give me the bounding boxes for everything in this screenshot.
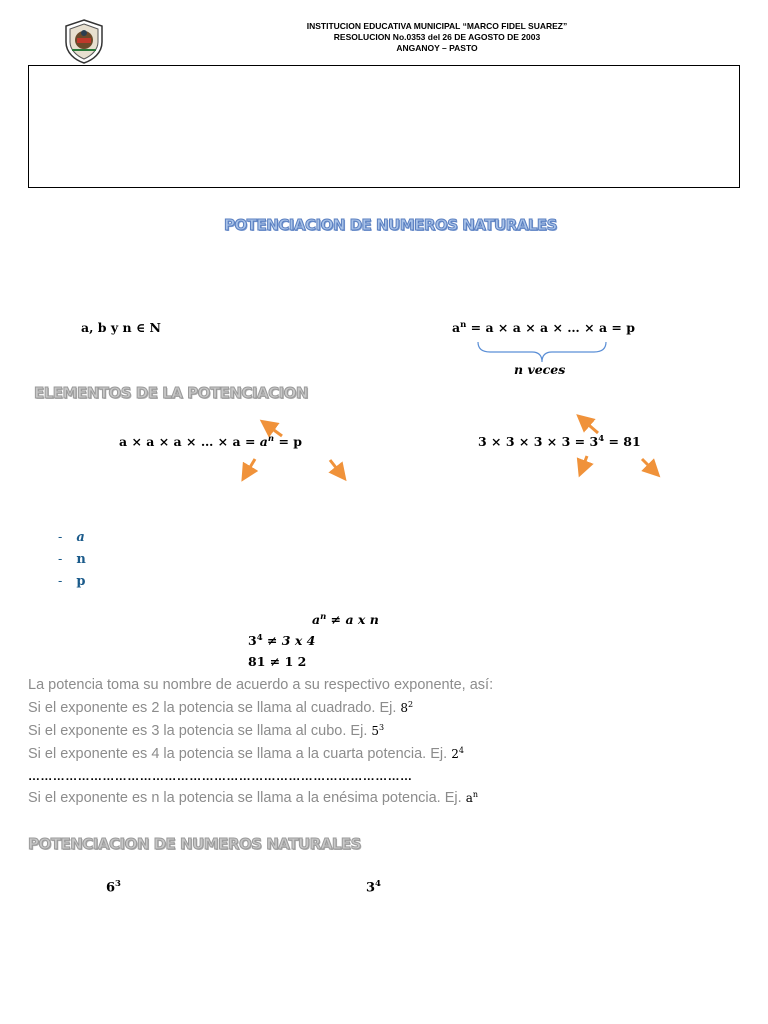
naming-cube: Si el exponente es 3 la potencia se llama al cubo. Ej. $5^3$ [28, 723, 385, 739]
definition-left: a, b y n ∈ N [81, 320, 161, 335]
header-location: ANGANOY – PASTO [396, 43, 478, 53]
inequality-result: 81 ≠ 1 2 [248, 654, 307, 669]
arrow-result-general [330, 460, 341, 474]
naming-square: Si el exponente es 2 la potencia se llama al cuadrado. Ej. $8^2$ [28, 700, 414, 716]
dotted-line: ………………………………………………………………………………… [28, 769, 413, 783]
exercise-2: $3^4$ [366, 879, 381, 896]
main-title: POTENCIACION DE NUMEROS NATURALES [224, 216, 557, 234]
list-item-power: - p [58, 573, 86, 589]
list-item-base: - a [58, 529, 85, 545]
exercise-1: $6^3$ [106, 879, 121, 896]
brace-label: n veces [514, 362, 566, 377]
list-item-exponent: - n [58, 551, 86, 567]
definition-right: $a^n = a \times a \times a$ × … × a = p [452, 320, 635, 336]
arrow-exponent-general [267, 425, 282, 436]
inequality-numeric: $3^4 \ne 3$ x 4 [248, 633, 316, 649]
section-bottom-title: POTENCIACION DE NUMEROS NATURALES [28, 835, 361, 853]
naming-nth: Si el exponente es n la potencia se llama a la enésima potencia. Ej. $a^n$ [28, 790, 478, 806]
inequality-general: $a^n \ne a$ x n [312, 612, 379, 628]
arrow-exponent-numeric [583, 420, 598, 433]
header-institution: INSTITUCION EDUCATIVA MUNICIPAL “MARCO FIDEL SUAREZ” [306, 21, 568, 31]
header-resolution: RESOLUCION No.0353 del 26 DE AGOSTO DE 2003 [333, 32, 541, 42]
example-numeric: $3 \times 3 \times 3 \times 3 = 3^4 = 81$ [478, 434, 641, 450]
section-elements-title: ELEMENTOS DE LA POTENCIACION [34, 384, 308, 402]
arrow-base-general [246, 459, 255, 474]
naming-fourth: Si el exponente es 4 la potencia se llama a la cuarta potencia. Ej. $2^4$ [28, 746, 464, 762]
arrow-result-numeric [642, 459, 654, 471]
brace [478, 342, 606, 362]
arrow-base-numeric [582, 456, 587, 469]
naming-intro: La potencia toma su nombre de acuerdo a su respectivo exponente, así: [28, 677, 494, 693]
example-general: a × a × a × … × $a = a^n = p$ [119, 434, 303, 450]
